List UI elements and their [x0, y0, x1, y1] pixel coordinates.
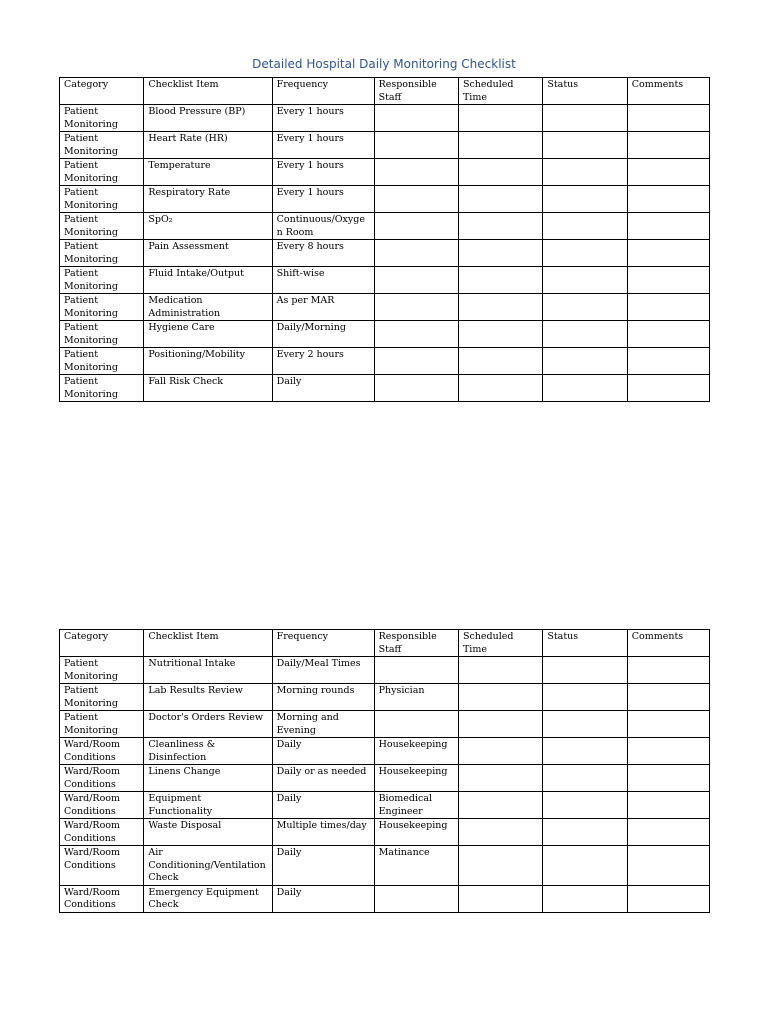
comments-cell — [627, 819, 709, 846]
responsible-staff-cell — [374, 657, 458, 684]
checklist-item-cell: Nutritional Intake — [144, 657, 272, 684]
status-cell — [543, 186, 627, 213]
category-cell: Ward/Room Conditions — [60, 738, 144, 765]
header-checklist-item: Checklist Item — [144, 630, 272, 657]
header-responsible-staff: Responsible Staff — [374, 78, 458, 105]
frequency-cell: Daily or as needed — [272, 765, 374, 792]
table-row — [60, 267, 710, 294]
checklist-item-cell: Cleanliness & Disinfection — [144, 738, 272, 765]
responsible-staff-cell — [374, 294, 458, 321]
scheduled-time-cell — [458, 240, 542, 267]
responsible-staff-cell — [374, 321, 458, 348]
status-cell — [543, 267, 627, 294]
header-status: Status — [543, 630, 627, 657]
responsible-staff-cell: Housekeeping — [374, 738, 458, 765]
frequency-cell: Daily — [272, 792, 374, 819]
table-row — [60, 684, 710, 711]
scheduled-time-cell — [458, 132, 542, 159]
table-row — [60, 186, 710, 213]
checklist-item-cell: Blood Pressure (BP) — [144, 105, 272, 132]
category-cell: Ward/Room Conditions — [60, 819, 144, 846]
header-status: Status — [543, 78, 627, 105]
table-row — [60, 105, 710, 132]
scheduled-time-cell — [458, 885, 542, 912]
scheduled-time-cell — [458, 819, 542, 846]
scheduled-time-cell — [458, 105, 542, 132]
category-cell: Ward/Room Conditions — [60, 846, 144, 886]
frequency-cell: Every 2 hours — [272, 348, 374, 375]
responsible-staff-cell — [374, 240, 458, 267]
responsible-staff-cell: Housekeeping — [374, 819, 458, 846]
comments-cell — [627, 132, 709, 159]
table-row — [60, 321, 710, 348]
category-cell: Patient Monitoring — [60, 711, 144, 738]
table-row — [60, 792, 710, 819]
category-cell: Patient Monitoring — [60, 186, 144, 213]
responsible-staff-cell — [374, 375, 458, 402]
category-cell: Ward/Room Conditions — [60, 792, 144, 819]
checklist-item-cell: Doctor's Orders Review — [144, 711, 272, 738]
scheduled-time-cell — [458, 792, 542, 819]
responsible-staff-cell — [374, 885, 458, 912]
status-cell — [543, 321, 627, 348]
responsible-staff-cell — [374, 711, 458, 738]
checklist-item-cell: Pain Assessment — [144, 240, 272, 267]
header-row — [60, 630, 710, 657]
table-row — [60, 348, 710, 375]
scheduled-time-cell — [458, 213, 542, 240]
comments-cell — [627, 765, 709, 792]
comments-cell — [627, 348, 709, 375]
scheduled-time-cell — [458, 711, 542, 738]
status-cell — [543, 765, 627, 792]
frequency-cell: Daily/Meal Times — [272, 657, 374, 684]
table-row — [60, 765, 710, 792]
status-cell — [543, 846, 627, 886]
table-body-1 — [60, 78, 710, 402]
checklist-item-cell: Fluid Intake/Output — [144, 267, 272, 294]
header-responsible-staff: Responsible Staff — [374, 630, 458, 657]
category-cell: Patient Monitoring — [60, 348, 144, 375]
checklist-item-cell: Emergency Equipment Check — [144, 885, 272, 912]
category-cell: Patient Monitoring — [60, 267, 144, 294]
header-scheduled-time: Scheduled Time — [458, 630, 542, 657]
status-cell — [543, 294, 627, 321]
table-row — [60, 711, 710, 738]
status-cell — [543, 738, 627, 765]
responsible-staff-cell: Physician — [374, 684, 458, 711]
responsible-staff-cell — [374, 159, 458, 186]
checklist-item-cell: Medication Administration — [144, 294, 272, 321]
comments-cell — [627, 711, 709, 738]
table-row — [60, 159, 710, 186]
checklist-item-cell: Linens Change — [144, 765, 272, 792]
scheduled-time-cell — [458, 186, 542, 213]
frequency-cell: Morning and Evening — [272, 711, 374, 738]
status-cell — [543, 657, 627, 684]
checklist-table-1 — [59, 77, 710, 402]
category-cell: Patient Monitoring — [60, 657, 144, 684]
table-row — [60, 846, 710, 886]
frequency-cell: Every 1 hours — [272, 186, 374, 213]
responsible-staff-cell: Matinance — [374, 846, 458, 886]
category-cell: Patient Monitoring — [60, 321, 144, 348]
category-cell: Ward/Room Conditions — [60, 885, 144, 912]
scheduled-time-cell — [458, 684, 542, 711]
header-frequency: Frequency — [272, 630, 374, 657]
scheduled-time-cell — [458, 765, 542, 792]
header-row — [60, 78, 710, 105]
frequency-cell: Morning rounds — [272, 684, 374, 711]
scheduled-time-cell — [458, 348, 542, 375]
frequency-cell: Every 8 hours — [272, 240, 374, 267]
table-row — [60, 657, 710, 684]
table-row — [60, 885, 710, 912]
header-comments: Comments — [627, 78, 709, 105]
status-cell — [543, 375, 627, 402]
responsible-staff-cell — [374, 105, 458, 132]
comments-cell — [627, 792, 709, 819]
status-cell — [543, 684, 627, 711]
table-row — [60, 240, 710, 267]
scheduled-time-cell — [458, 657, 542, 684]
frequency-cell: Daily/Morning — [272, 321, 374, 348]
header-checklist-item: Checklist Item — [144, 78, 272, 105]
comments-cell — [627, 885, 709, 912]
comments-cell — [627, 186, 709, 213]
frequency-cell: Every 1 hours — [272, 132, 374, 159]
status-cell — [543, 159, 627, 186]
category-cell: Patient Monitoring — [60, 159, 144, 186]
responsible-staff-cell — [374, 132, 458, 159]
responsible-staff-cell: Biomedical Engineer — [374, 792, 458, 819]
table-body-2 — [60, 630, 710, 913]
frequency-cell: Every 1 hours — [272, 105, 374, 132]
scheduled-time-cell — [458, 738, 542, 765]
header-frequency: Frequency — [272, 78, 374, 105]
frequency-cell: Daily — [272, 885, 374, 912]
header-category: Category — [60, 630, 144, 657]
scheduled-time-cell — [458, 846, 542, 886]
category-cell: Patient Monitoring — [60, 294, 144, 321]
table-row — [60, 819, 710, 846]
frequency-cell: Daily — [272, 846, 374, 886]
comments-cell — [627, 213, 709, 240]
header-scheduled-time: Scheduled Time — [458, 78, 542, 105]
checklist-item-cell: Fall Risk Check — [144, 375, 272, 402]
status-cell — [543, 819, 627, 846]
status-cell — [543, 240, 627, 267]
category-cell: Patient Monitoring — [60, 132, 144, 159]
scheduled-time-cell — [458, 267, 542, 294]
checklist-item-cell: SpO₂ — [144, 213, 272, 240]
comments-cell — [627, 738, 709, 765]
category-cell: Patient Monitoring — [60, 213, 144, 240]
comments-cell — [627, 240, 709, 267]
comments-cell — [627, 684, 709, 711]
frequency-cell: Shift-wise — [272, 267, 374, 294]
header-category: Category — [60, 78, 144, 105]
frequency-cell: As per MAR — [272, 294, 374, 321]
category-cell: Patient Monitoring — [60, 240, 144, 267]
scheduled-time-cell — [458, 375, 542, 402]
responsible-staff-cell: Housekeeping — [374, 765, 458, 792]
table-row — [60, 738, 710, 765]
comments-cell — [627, 267, 709, 294]
header-comments: Comments — [627, 630, 709, 657]
table-row — [60, 375, 710, 402]
category-cell: Patient Monitoring — [60, 105, 144, 132]
responsible-staff-cell — [374, 213, 458, 240]
category-cell: Patient Monitoring — [60, 684, 144, 711]
status-cell — [543, 711, 627, 738]
table-row — [60, 294, 710, 321]
checklist-item-cell: Waste Disposal — [144, 819, 272, 846]
frequency-cell: Daily — [272, 738, 374, 765]
status-cell — [543, 885, 627, 912]
checklist-table-2 — [59, 629, 710, 913]
comments-cell — [627, 159, 709, 186]
frequency-cell: Continuous/Oxygen Room — [272, 213, 374, 240]
frequency-cell: Every 1 hours — [272, 159, 374, 186]
checklist-item-cell: Hygiene Care — [144, 321, 272, 348]
comments-cell — [627, 375, 709, 402]
comments-cell — [627, 846, 709, 886]
responsible-staff-cell — [374, 348, 458, 375]
checklist-item-cell: Equipment Functionality — [144, 792, 272, 819]
checklist-item-cell: Positioning/Mobility — [144, 348, 272, 375]
status-cell — [543, 132, 627, 159]
comments-cell — [627, 294, 709, 321]
scheduled-time-cell — [458, 294, 542, 321]
responsible-staff-cell — [374, 267, 458, 294]
responsible-staff-cell — [374, 186, 458, 213]
status-cell — [543, 348, 627, 375]
category-cell: Ward/Room Conditions — [60, 765, 144, 792]
category-cell: Patient Monitoring — [60, 375, 144, 402]
comments-cell — [627, 105, 709, 132]
comments-cell — [627, 321, 709, 348]
comments-cell — [627, 657, 709, 684]
page-title: Detailed Hospital Daily Monitoring Checklist — [252, 57, 516, 71]
checklist-item-cell: Respiratory Rate — [144, 186, 272, 213]
scheduled-time-cell — [458, 321, 542, 348]
checklist-item-cell: Air Conditioning/Ventilation Check — [144, 846, 272, 886]
frequency-cell: Multiple times/day — [272, 819, 374, 846]
frequency-cell: Daily — [272, 375, 374, 402]
table-row — [60, 132, 710, 159]
table-row — [60, 213, 710, 240]
checklist-item-cell: Lab Results Review — [144, 684, 272, 711]
status-cell — [543, 213, 627, 240]
checklist-item-cell: Heart Rate (HR) — [144, 132, 272, 159]
status-cell — [543, 792, 627, 819]
scheduled-time-cell — [458, 159, 542, 186]
checklist-item-cell: Temperature — [144, 159, 272, 186]
status-cell — [543, 105, 627, 132]
